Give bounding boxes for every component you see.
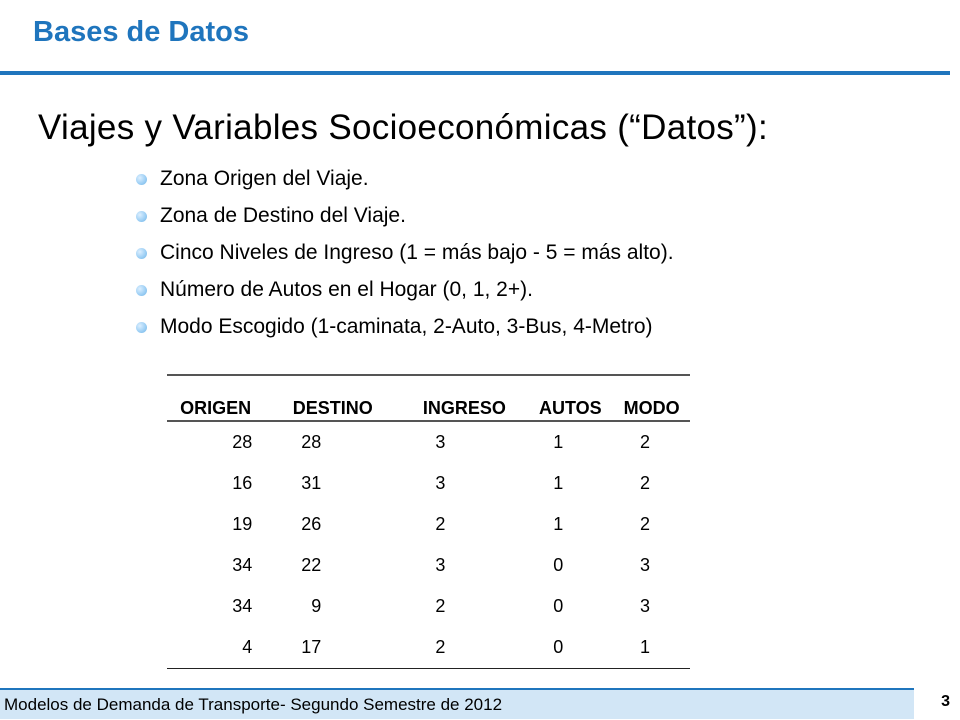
bullet-item	[136, 271, 674, 308]
footer-banner	[0, 688, 914, 719]
bullet-item	[136, 197, 674, 234]
bullet-dot-icon	[136, 248, 147, 259]
bullet-dot-icon	[136, 211, 147, 222]
table-cell: 2	[639, 473, 650, 493]
footer	[0, 688, 960, 720]
table-cell: 28	[301, 432, 322, 452]
bullet-item	[136, 234, 674, 271]
column-header-modo: MODO	[613, 375, 690, 421]
header-divider	[0, 71, 950, 75]
table-cell: 28	[232, 432, 253, 452]
table-cell: 2	[435, 596, 446, 616]
bullet-list	[136, 160, 674, 345]
page-number: 3	[941, 693, 950, 710]
table-cell: 3	[639, 596, 650, 616]
main-heading: Viajes y Variables Socioeconómicas (“Datos”):	[38, 108, 768, 147]
table-cell: 3	[639, 555, 650, 575]
table-cell: 9	[311, 596, 322, 616]
data-table	[167, 374, 690, 669]
table-cell: 1	[613, 627, 690, 669]
bullet-text: Zona Origen del Viaje.	[160, 167, 369, 190]
bullet-item	[136, 160, 674, 197]
table-cell: 2	[401, 627, 527, 669]
table-row	[167, 627, 690, 669]
table-cell: 22	[301, 555, 322, 575]
table-header-row	[167, 375, 690, 421]
table-cell: 2	[639, 514, 650, 534]
table-cell: 4	[167, 627, 264, 669]
table-cell: 1	[553, 432, 564, 452]
table-cell: 26	[301, 514, 322, 534]
slide-header-title: Bases de Datos	[33, 16, 249, 48]
table-cell: 2	[639, 432, 650, 452]
bullet-dot-icon	[136, 174, 147, 185]
bullet-item	[136, 308, 674, 345]
bullet-dot-icon	[136, 285, 147, 296]
table-cell: 3	[435, 473, 446, 493]
table-cell: 0	[553, 555, 564, 575]
table-cell: 0	[553, 596, 564, 616]
table-cell: 3	[435, 432, 446, 452]
table-cell: 17	[264, 627, 401, 669]
bullet-text: Modo Escogido (1-caminata, 2-Auto, 3-Bus, 4-Metro)	[160, 315, 653, 338]
table-cell: 34	[232, 555, 253, 575]
table-row	[167, 586, 690, 627]
table-row	[167, 463, 690, 504]
table-cell: 19	[232, 514, 253, 534]
table-cell: 34	[232, 596, 253, 616]
column-header-destino: DESTINO	[264, 375, 401, 421]
table-cell: 2	[435, 514, 446, 534]
table-row	[167, 421, 690, 463]
bullet-dot-icon	[136, 322, 147, 333]
bullet-text: Número de Autos en el Hogar (0, 1, 2+).	[160, 278, 533, 301]
table-row	[167, 545, 690, 586]
table-cell: 1	[553, 514, 564, 534]
bullet-text: Zona de Destino del Viaje.	[160, 204, 406, 227]
table-cell: 1	[553, 473, 564, 493]
table-cell: 0	[527, 627, 613, 669]
column-header-origen: ORIGEN	[167, 375, 264, 421]
footer-text: Modelos de Demanda de Transporte- Segundo Semestre de 2012	[4, 695, 503, 714]
table-cell: 16	[232, 473, 253, 493]
column-header-autos: AUTOS	[527, 375, 613, 421]
table-row	[167, 504, 690, 545]
table-cell: 31	[301, 473, 322, 493]
table-cell: 3	[435, 555, 446, 575]
bullet-text: Cinco Niveles de Ingreso (1 = más bajo - 5 = más alto).	[160, 241, 674, 264]
column-header-ingreso: INGRESO	[401, 375, 527, 421]
